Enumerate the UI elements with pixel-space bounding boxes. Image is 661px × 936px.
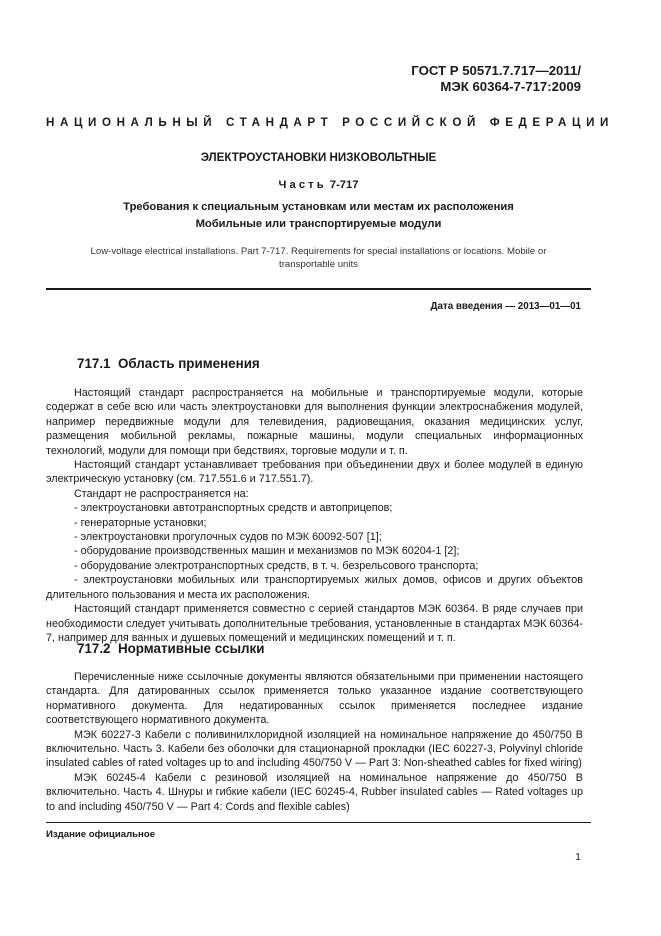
subtitle-line-2: Мобильные или транспортируемые модули [195,218,442,230]
section-heading-scope: 717.1 Область применения [77,356,260,371]
section-references-body [46,670,583,814]
paragraph: МЭК 60227-3 Кабели с поливинилхлоридной изоляцией на номинальное напряжение до 450/750 В включительно. Часть 3. Кабели без оболочки для стационарной прокладки (IEC 60227-3, Polyvinyl chloride insulated cables of rated voltages up to and including 450/750 V — Part 3: Non-sheathed cables for fixed wiring) [46,728,583,770]
list-item: - электроустановки прогулочных судов по МЭК 60092-507 [1]; [74,531,382,544]
document-number-line1: ГОСТ Р 50571.7.717—2011/ [411,63,581,78]
paragraph: Перечисленные ниже ссылочные документы являются обязательными при применении настоящего стандарта. Для датированных ссылок применяется только указанное издание соответствующего нормативного документа. Для недатированных ссылок применяется последнее издание соответствующего нормативного документа. [46,671,583,727]
title-divider [46,288,591,290]
paragraph: МЭК 60245-4 Кабели с резиновой изоляцией на номинальное напряжение до 450/750 В включительно. Часть 4. Шнуры и гибкие кабели (IEC 60245-4, Rubber insulated cables — Rated voltages up to and including 450/750 V — Part 4: Cords and flexible cables) [46,771,583,813]
page-number: 1 [575,851,581,863]
footer-divider [46,822,591,823]
paragraph: Стандарт не распространяется на: [74,487,249,500]
paragraph: Настоящий стандарт устанавливает требования при объединении двух и более модулей в единую электрическую установку (см. 717.551.6 и 717.551.7). [46,459,583,486]
paragraph: Настоящий стандарт распространяется на мобильные и транспортируемые модули, которые содержат в себе всю или часть электроустановки для выполнения функции электроснабжения модулей, например передвижные модули для телевидения, радиовещания, оказания медицинских услуг, размещения мобильной рекламы, пожарные машины, модули специальных информационных технологий, модули для помощи при бедствиях, торговые модули и т. п. [46,387,583,457]
national-standard-title: НАЦИОНАЛЬНЫЙ СТАНДАРТ РОССИЙСКОЙ ФЕДЕРАЦИИ [46,116,614,129]
list-item: - электроустановки мобильных или транспортируемых жилых домов, офисов и других объектов длительного пользования и места их расположения. [46,574,583,601]
english-title [46,245,591,271]
subtitle-line-1: Требования к специальным установкам или местам их расположения [123,201,514,213]
list-item: - генераторные установки; [74,516,207,529]
official-edition-label: Издание официальное [46,829,156,840]
english-title-line-1: Low-voltage electrical installations. Part 7-717. Requirements for special installations or locations. Mobile or [90,246,547,257]
list-item: - электроустановки автотранспортных средств и автоприцепов; [74,502,393,515]
english-title-line-2: transportable units [279,259,358,270]
part-label: Ч а с т ь 7-717 [278,179,359,191]
document-number-line2: МЭК 60364-7-717:2009 [440,79,581,94]
paragraph: Настоящий стандарт применяется совместно с серией стандартов МЭК 60364. В ряде случаев при необходимости следует учитывать дополнительные требования, установленные в стандартах МЭК 60364-7, например для ванных и душевых помещений и медицинских помещений и т. п. [46,603,583,644]
document-number [411,63,581,95]
section-heading-normative-references: 717.2 Нормативные ссылки [77,641,265,656]
section-scope-body [46,386,583,645]
document-title: ЭЛЕКТРОУСТАНОВКИ НИЗКОВОЛЬТНЫЕ [200,151,437,164]
list-item: - оборудование производственных машин и механизмов по МЭК 60204-1 [2]; [74,545,460,558]
introduction-date: Дата введения — 2013—01—01 [430,301,581,312]
list-item: - оборудование электротранспортных средств, в т. ч. безрельсового транспорта; [74,559,479,572]
